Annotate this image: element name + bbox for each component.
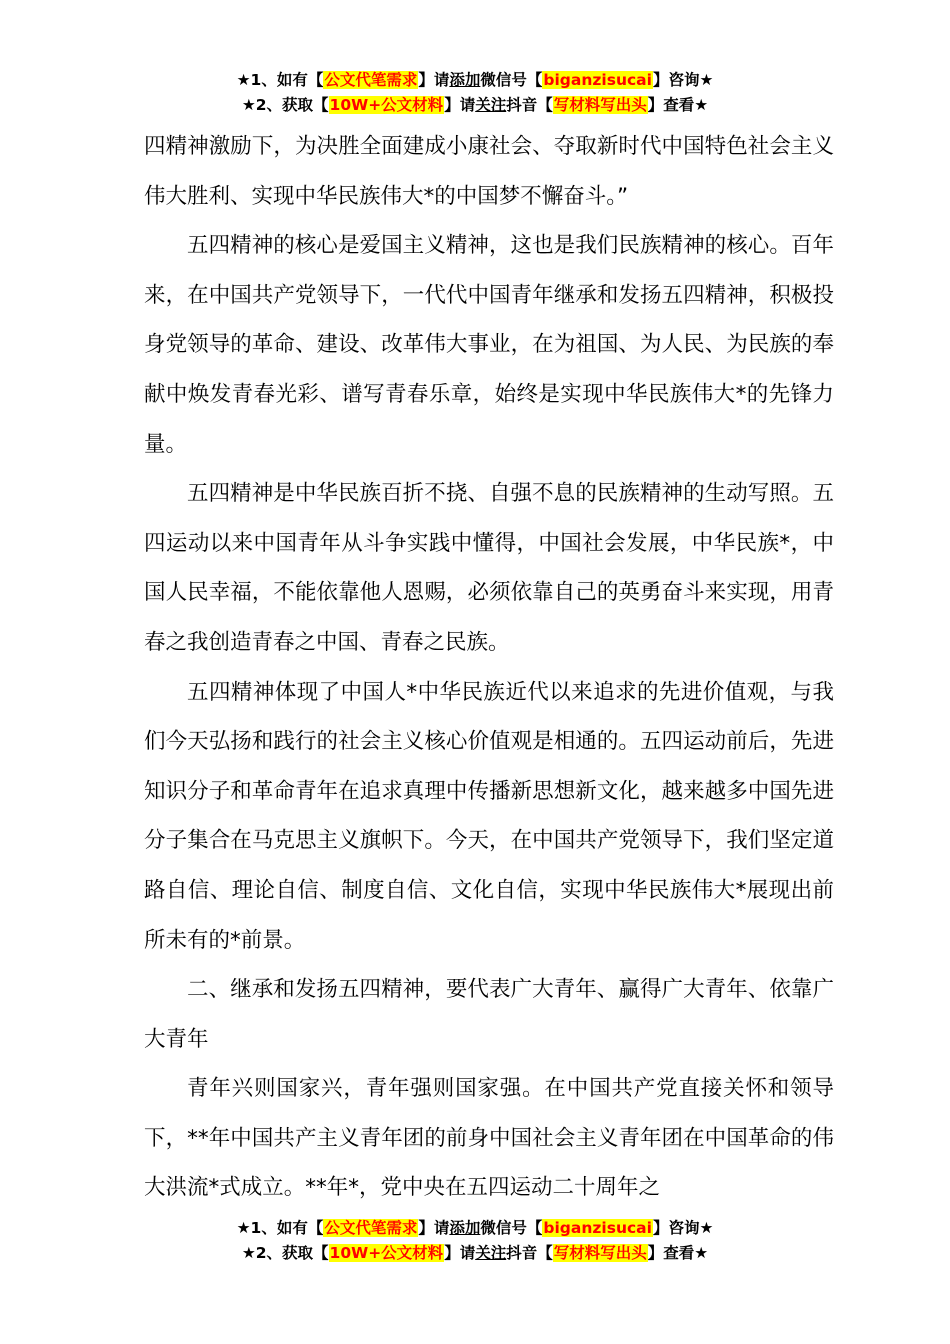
highlight-douyin-account: 写材料写出头 — [553, 1244, 647, 1262]
document-body — [144, 122, 834, 1213]
banner-line-1: ★1、如有【公文代笔需求】请添加微信号【biganzisucai】咨询★ — [236, 71, 714, 89]
highlight-wechat-id: biganzisucai — [543, 1219, 652, 1237]
paragraph: 五四精神是中华民族百折不挠、自强不息的民族精神的生动写照。五四运动以来中国青年从斗争实践中懂得，中国社会发展，中华民族*，中国人民幸福，不能依靠他人恩赐，必须依靠自己的英勇奋斗来实现，用青春之我创造青春之中国、青春之民族。 — [144, 481, 834, 655]
paragraph: 五四精神体现了中国人*中华民族近代以来追求的先进价值观，与我们今天弘扬和践行的社会主义核心价值观是相通的。五四运动前后，先进知识分子和革命青年在追求真理中传播新思想新文化，越来越多中国先进分子集合在马克思主义旗帜下。今天，在中国共产党领导下，我们坚定道路自信、理论自信、制度自信、文化自信，实现中华民族伟大*展现出前所未有的*前景。 — [144, 679, 834, 953]
highlight-service: 公文代笔需求 — [324, 71, 418, 89]
paragraph: 五四精神的核心是爱国主义精神，这也是我们民族精神的核心。百年来，在中国共产党领导下，一代代中国青年继承和发扬五四精神，积极投身党领导的革命、建设、改革伟大事业，在为祖国、为人民、为民族的奉献中焕发青春光彩、谱写青春乐章，始终是实现中华民族伟大*的先锋力量。 — [144, 233, 834, 457]
banner-line-2: ★2、获取【10W+公文材料】请关注抖音【写材料写出头】查看★ — [241, 1244, 709, 1262]
banner-line-2: ★2、获取【10W+公文材料】请关注抖音【写材料写出头】查看★ — [241, 96, 709, 114]
highlight-wechat-id: biganzisucai — [543, 71, 652, 89]
highlight-materials: 10W+公文材料 — [329, 96, 444, 114]
paragraph: 青年兴则国家兴，青年强则国家强。在中国共产党直接关怀和领导下，**年中国共产主义青年团的前身中国社会主义青年团在中国革命的伟大洪流*式成立。**年*，党中央在五四运动二十周年之 — [144, 1076, 834, 1201]
banner-line-1: ★1、如有【公文代笔需求】请添加微信号【biganzisucai】咨询★ — [236, 1219, 714, 1237]
paragraph: 四精神激励下，为决胜全面建成小康社会、夺取新时代中国特色社会主义伟大胜利、实现中华民族伟大*的中国梦不懈奋斗。” — [144, 134, 834, 209]
header-banner — [0, 68, 950, 118]
highlight-douyin-account: 写材料写出头 — [553, 96, 647, 114]
highlight-service: 公文代笔需求 — [324, 1219, 418, 1237]
section-heading: 二、继承和发扬五四精神，要代表广大青年、赢得广大青年、依靠广大青年 — [144, 977, 834, 1052]
highlight-materials: 10W+公文材料 — [329, 1244, 444, 1262]
footer-banner — [0, 1216, 950, 1266]
